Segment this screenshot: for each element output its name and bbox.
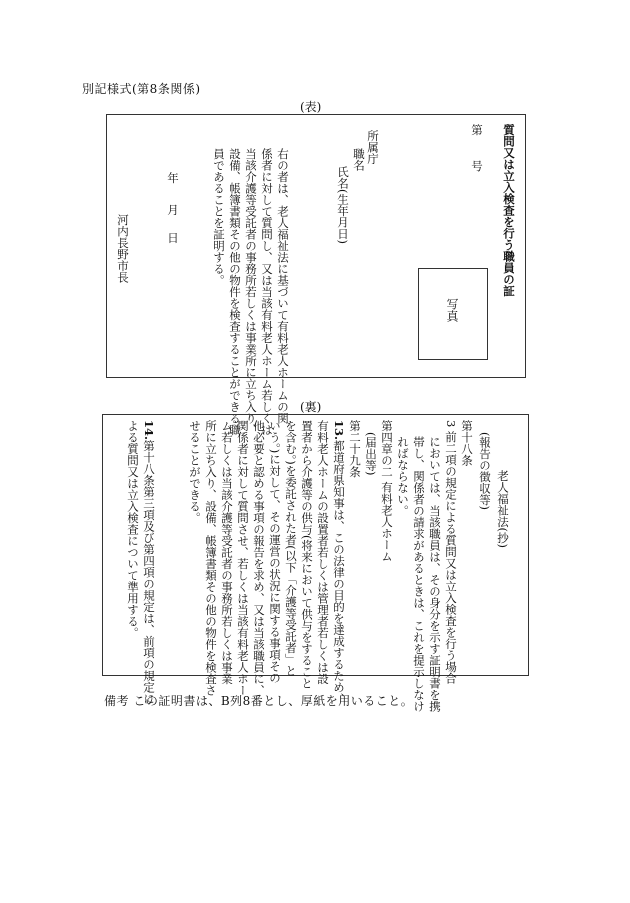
para13-line-5: いう。)に対して、その運営の状況に関する事項その <box>268 420 282 684</box>
para13-line-7: 関係者に対して質問させ、若しくは当該有料老人ホー <box>236 420 250 696</box>
para13-number: 13. <box>332 420 346 441</box>
para13-line-1: 都道府県知事は、この法律の目的を達成するため、 <box>332 440 346 705</box>
article-18: 第十八条 <box>460 420 474 466</box>
name-dob-label: 氏名(生年月日) <box>336 166 350 244</box>
para3-line-4: ればならない。 <box>396 436 410 517</box>
number-dai: 第 <box>470 124 484 136</box>
body-line-2: 係者に対して質問し、又は当該有料老人ホーム若しくは <box>260 148 274 436</box>
para13-line-10: せることができる。 <box>188 420 202 524</box>
number-go: 号 <box>470 160 484 172</box>
para14-number: 14. <box>142 420 156 441</box>
card-title: 質問又は立入検査を行う職員の証 <box>502 124 516 297</box>
para3-line-3: 帯し、関係者の請求があるときは、これを提示しなけ <box>412 436 426 712</box>
back-side-label: (裏) <box>300 400 322 414</box>
issuer: 河内長野市長 <box>116 214 130 283</box>
para13-line-6: 他必要と認める事項の報告を求め、又は当該職員に、 <box>252 420 266 696</box>
article-29: 第二十九条 <box>348 420 362 478</box>
body-line-4: 設備、帳簿書類その他の物件を検査することができる職 <box>228 148 242 436</box>
para13-line-8: ム若しくは当該介護等受託者の事務所若しくは事業 <box>220 420 234 685</box>
para3-line-1: 3 前二項の規定による質問又は立入検査を行う場合 <box>444 420 458 684</box>
para14-line-1: 第十八条第三項及び第四項の規定は、前項の規定に <box>142 440 156 705</box>
para14-line-2: よる質問又は立入検査について準用する。 <box>126 420 140 639</box>
remarks-note: 備考 この証明書は、B列8番とし、厚紙を用いること。 <box>104 694 414 708</box>
para13-line-4: を含む。)を委託された者(以下「介護等受託者」と <box>284 420 298 677</box>
position-label: 職名 <box>352 148 366 171</box>
section-notice: (届出等) <box>364 432 378 476</box>
date-year: 年 <box>166 172 180 184</box>
affiliation-label: 所属庁 <box>366 130 380 165</box>
form-label: 別記様式(第8条関係) <box>82 82 201 96</box>
date-month: 月 <box>166 204 180 216</box>
chapter-4-2: 第四章の二 有料老人ホーム <box>380 420 394 562</box>
law-title: 老人福祉法(抄) <box>496 470 510 548</box>
para3-line-2: においては、当該職員は、その身分を示す証明書を携 <box>428 436 442 712</box>
body-line-5: 員であることを証明する。 <box>212 148 226 286</box>
front-side-label: (表) <box>300 100 322 114</box>
body-line-1: 右の者は、老人福祉法に基づいて有料老人ホームの関 <box>276 148 290 424</box>
date-day: 日 <box>166 232 180 244</box>
body-line-3: 当該介護等受託者の事務所若しくは事業所に立ち入り、 <box>244 148 258 436</box>
para13-line-3: 置者から介護等の供与(将来において供与をすること <box>300 420 314 689</box>
para13-line-9: 所に立ち入り、設備、帳簿書類その他の物件を検査さ <box>204 420 218 696</box>
photo-label: 写真 <box>445 298 459 322</box>
section-report: (報告の徴収等) <box>478 432 492 510</box>
para13-line-2: 有料老人ホームの設置者若しくは管理者若しくは設 <box>316 420 330 685</box>
